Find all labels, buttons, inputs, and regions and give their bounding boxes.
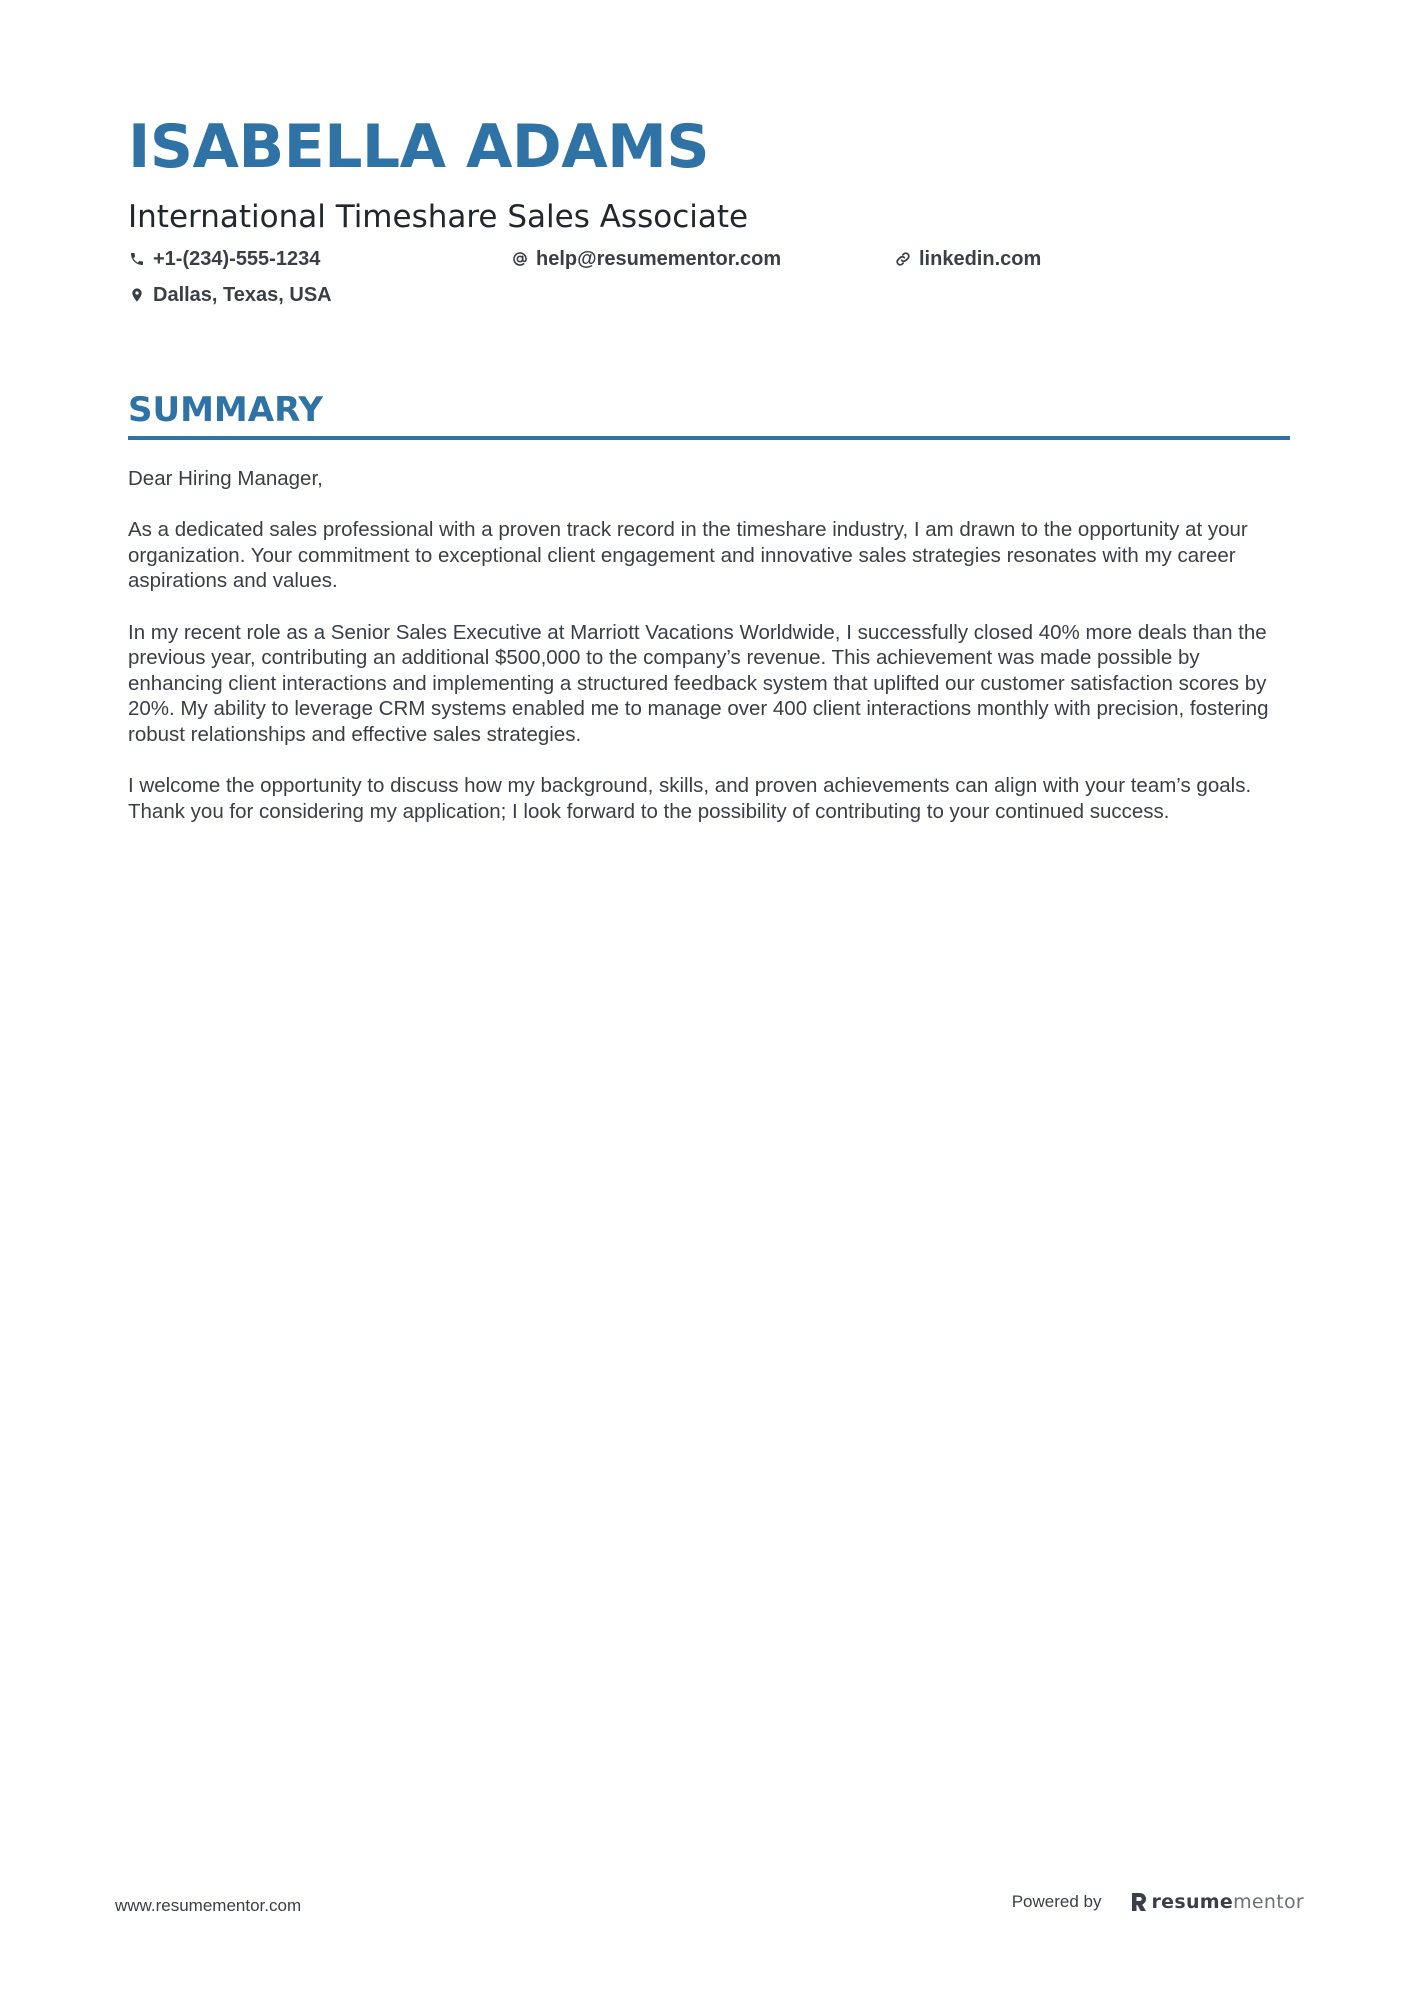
resumementor-logo-icon bbox=[1131, 1892, 1147, 1912]
candidate-role: International Timeshare Sales Associate bbox=[128, 199, 749, 235]
brand-name-light: mentor bbox=[1233, 1891, 1304, 1913]
location-text: Dallas, Texas, USA bbox=[153, 284, 332, 306]
phone-text: +1-(234)-555-1234 bbox=[153, 248, 321, 270]
letter-greeting: Dear Hiring Manager, bbox=[128, 467, 323, 490]
letter-paragraph: As a dedicated sales professional with a proven track record in the timeshare industry, I am drawn to the opportunity at your organization. Your commitment to exceptional client engagement and innovative sales strategies resonates with my career aspirations and values. bbox=[128, 518, 1248, 593]
location-contact bbox=[128, 282, 511, 308]
link-contact[interactable] bbox=[894, 246, 1277, 272]
email-contact[interactable] bbox=[511, 246, 894, 272]
contact-info bbox=[128, 246, 1290, 308]
summary-heading: SUMMARY bbox=[128, 390, 324, 430]
letter-paragraph: In my recent role as a Senior Sales Executive at Marriott Vacations Worldwide, I successfully closed 40% more deals than the previous year, contributing an additional $500,000 to the company’s revenue. This achievement was made possible by enhancing client interactions and implementing a structured feedback system that uplifted our customer satisfaction scores by 20%. My ability to leverage CRM systems enabled me to manage over 400 client interactions monthly with precision, fostering robust relationships and effective sales strategies. bbox=[128, 620, 1269, 746]
map-pin-icon bbox=[128, 286, 146, 304]
phone-icon bbox=[128, 250, 146, 268]
section-divider bbox=[128, 436, 1290, 440]
at-sign-icon bbox=[511, 250, 529, 268]
email-text: help@resumementor.com bbox=[536, 248, 782, 270]
phone-contact[interactable] bbox=[128, 246, 511, 272]
brand-logo[interactable] bbox=[1131, 1891, 1304, 1913]
footer-website-link[interactable]: www.resumementor.com bbox=[115, 1896, 302, 1915]
candidate-name: ISABELLA ADAMS bbox=[128, 112, 710, 182]
link-icon bbox=[894, 250, 912, 268]
footer-branding bbox=[1012, 1891, 1304, 1913]
powered-by-label: Powered by bbox=[1011, 1892, 1102, 1911]
cover-letter-body bbox=[128, 466, 1290, 824]
resume-page bbox=[128, 108, 1290, 850]
brand-name-strong: resume bbox=[1151, 1891, 1234, 1913]
link-text: linkedin.com bbox=[919, 248, 1042, 270]
letter-paragraph: I welcome the opportunity to discuss how my background, skills, and proven achievements can align with your team’s goals. Thank you for considering my application; I look forward to the possibility of contributing to your continued success. bbox=[128, 774, 1252, 823]
